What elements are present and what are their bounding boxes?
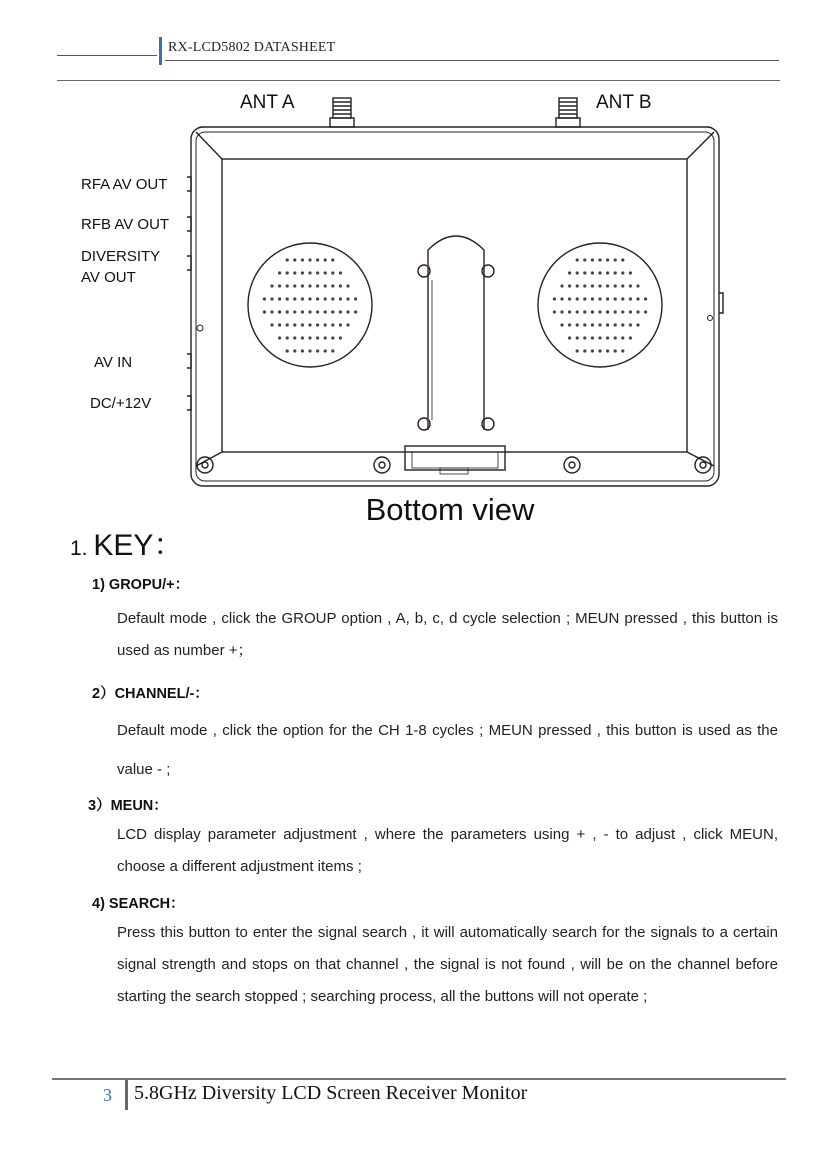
- speaker-hole: [293, 284, 296, 287]
- speaker-hole: [286, 258, 289, 261]
- speaker-hole: [293, 271, 296, 274]
- speaker-hole: [568, 323, 571, 326]
- speaker-hole: [316, 336, 319, 339]
- diagram-caption: Bottom view: [365, 492, 535, 527]
- key-item-text: Press this button to enter the signal search , it will automatically search for the signals to a certain signal strength and stops on that channel , the signal is not found , will be on the channel before starting the search stopped ; searching process, all the buttons will not operate ;: [117, 924, 778, 1005]
- housing-outer: [191, 127, 719, 486]
- label-rfb-av-out: RFB AV OUT: [81, 216, 170, 233]
- speaker-hole: [293, 310, 296, 313]
- speaker-hole: [308, 284, 311, 287]
- speaker-hole: [286, 349, 289, 352]
- speaker-hole: [331, 310, 334, 313]
- speaker-hole: [560, 297, 563, 300]
- speaker-hole: [629, 310, 632, 313]
- speaker-hole: [354, 310, 357, 313]
- speaker-hole: [331, 284, 334, 287]
- speaker-left: [248, 243, 372, 367]
- label-diversity-av-out: AV OUT: [81, 269, 136, 286]
- speaker-hole: [316, 310, 319, 313]
- speaker-hole: [636, 284, 639, 287]
- speaker-hole: [591, 258, 594, 261]
- speaker-hole: [301, 258, 304, 261]
- speaker-hole: [614, 310, 617, 313]
- speaker-hole: [301, 310, 304, 313]
- key-item-heading: 1) GROPU/+：: [92, 577, 190, 593]
- speaker-hole: [324, 336, 327, 339]
- speaker-hole: [278, 310, 281, 313]
- speaker-hole: [614, 323, 617, 326]
- port-diversity: [187, 256, 191, 270]
- speaker-hole: [621, 349, 624, 352]
- speaker-hole: [591, 336, 594, 339]
- speaker-hole: [324, 297, 327, 300]
- label-av-in: AV IN: [94, 354, 133, 371]
- speaker-hole: [293, 349, 296, 352]
- speaker-hole: [629, 336, 632, 339]
- speaker-hole: [583, 336, 586, 339]
- speaker-hole: [568, 271, 571, 274]
- speaker-hole: [339, 336, 342, 339]
- speaker-hole: [339, 297, 342, 300]
- speaker-hole: [301, 284, 304, 287]
- speaker-hole: [293, 258, 296, 261]
- speaker-hole: [331, 349, 334, 352]
- speaker-hole: [598, 310, 601, 313]
- speaker-hole: [629, 284, 632, 287]
- speaker-hole: [286, 284, 289, 287]
- label-diversity: DIVERSITY: [81, 248, 161, 265]
- speaker-hole: [598, 349, 601, 352]
- label-ant-b: ANT B: [596, 92, 652, 113]
- speaker-hole: [346, 284, 349, 287]
- speaker-hole: [621, 258, 624, 261]
- key-item-text: LCD display parameter adjustment , where the parameters using + , - to adjust , click MEUN, choose a different adjustment items ;: [117, 826, 778, 875]
- speaker-hole: [614, 349, 617, 352]
- speaker-hole: [591, 297, 594, 300]
- speaker-hole: [591, 271, 594, 274]
- speaker-hole: [278, 271, 281, 274]
- header-doc-title: RX-LCD5802 DATASHEET: [168, 40, 336, 55]
- speaker-hole: [293, 323, 296, 326]
- speaker-hole: [270, 323, 273, 326]
- speaker-hole: [629, 323, 632, 326]
- speaker-hole: [644, 297, 647, 300]
- speaker-hole: [636, 323, 639, 326]
- speaker-hole: [606, 349, 609, 352]
- speaker-hole: [316, 297, 319, 300]
- speaker-hole: [560, 284, 563, 287]
- speaker-hole: [621, 297, 624, 300]
- speaker-hole: [621, 271, 624, 274]
- speaker-hole: [346, 297, 349, 300]
- speaker-hole: [636, 297, 639, 300]
- antenna-b-connector: [556, 98, 580, 127]
- speaker-hole: [606, 323, 609, 326]
- speaker-hole: [339, 310, 342, 313]
- footer-title: 5.8GHz Diversity LCD Screen Receiver Monitor: [134, 1082, 528, 1104]
- speaker-hole: [591, 323, 594, 326]
- key-item-heading: 3）MEUN：: [88, 798, 168, 814]
- speaker-hole: [263, 297, 266, 300]
- speaker-hole: [278, 297, 281, 300]
- speaker-hole: [598, 323, 601, 326]
- speaker-hole: [331, 323, 334, 326]
- speaker-hole: [316, 323, 319, 326]
- footer-rule: [52, 1078, 786, 1080]
- speaker-hole: [591, 284, 594, 287]
- speaker-hole: [568, 310, 571, 313]
- speaker-hole: [576, 271, 579, 274]
- speaker-hole: [270, 297, 273, 300]
- speaker-hole: [339, 284, 342, 287]
- speaker-hole: [301, 349, 304, 352]
- key-item-text: Default mode , click the GROUP option , A, b, c, d cycle selection ; MEUN pressed , this button is used as number +；: [117, 610, 778, 659]
- speaker-hole: [576, 284, 579, 287]
- speaker-hole: [339, 271, 342, 274]
- speaker-hole: [301, 336, 304, 339]
- speaker-hole: [286, 310, 289, 313]
- housing-inner-frame: [222, 159, 687, 452]
- speaker-hole: [644, 310, 647, 313]
- section-title-suffix: ：: [153, 529, 184, 562]
- speaker-hole: [583, 258, 586, 261]
- speaker-hole: [308, 297, 311, 300]
- footer-divider: [125, 1080, 128, 1110]
- speaker-hole: [339, 323, 342, 326]
- speaker-hole: [293, 336, 296, 339]
- speaker-hole: [324, 271, 327, 274]
- speaker-hole: [286, 323, 289, 326]
- speaker-hole: [324, 258, 327, 261]
- speaker-hole: [629, 297, 632, 300]
- speaker-hole: [583, 297, 586, 300]
- speaker-hole: [598, 297, 601, 300]
- key-item-heading: 2）CHANNEL/-：: [92, 686, 209, 702]
- speaker-hole: [301, 297, 304, 300]
- speaker-hole: [606, 310, 609, 313]
- label-ant-a: ANT A: [240, 92, 295, 113]
- speaker-hole: [308, 336, 311, 339]
- port-rfa: [187, 177, 191, 191]
- speaker-hole: [576, 323, 579, 326]
- speaker-hole: [606, 297, 609, 300]
- speaker-hole: [331, 297, 334, 300]
- speaker-hole: [316, 284, 319, 287]
- speaker-hole: [606, 284, 609, 287]
- speaker-hole: [636, 310, 639, 313]
- speaker-hole: [614, 258, 617, 261]
- speaker-hole: [354, 297, 357, 300]
- key-item-heading: 4) SEARCH：: [92, 896, 185, 912]
- speaker-hole: [560, 323, 563, 326]
- speaker-hole: [301, 323, 304, 326]
- speaker-hole: [606, 258, 609, 261]
- speaker-hole: [598, 258, 601, 261]
- speaker-hole: [591, 349, 594, 352]
- label-dc-12v: DC/+12V: [90, 395, 152, 412]
- stand-top: [428, 236, 484, 270]
- label-rfa-av-out: RFA AV OUT: [81, 176, 168, 193]
- footer-page-number: 3: [103, 1085, 112, 1105]
- speaker-hole: [621, 323, 624, 326]
- speaker-hole: [606, 271, 609, 274]
- speaker-hole: [583, 271, 586, 274]
- speaker-hole: [598, 271, 601, 274]
- port-av-in: [187, 354, 191, 368]
- speaker-hole: [331, 258, 334, 261]
- speaker-hole: [331, 271, 334, 274]
- section-heading-key: [70, 520, 183, 564]
- speaker-hole: [568, 336, 571, 339]
- speaker-hole: [621, 310, 624, 313]
- speaker-hole: [553, 297, 556, 300]
- speaker-hole: [583, 323, 586, 326]
- port-rfb: [187, 217, 191, 231]
- speaker-hole: [591, 310, 594, 313]
- speaker-hole: [614, 297, 617, 300]
- stand-base: [405, 446, 505, 470]
- speaker-hole: [324, 310, 327, 313]
- speaker-hole: [598, 336, 601, 339]
- speaker-hole: [316, 271, 319, 274]
- section-title: KEY: [93, 529, 154, 562]
- speaker-hole: [629, 271, 632, 274]
- speaker-hole: [278, 336, 281, 339]
- speaker-hole: [324, 284, 327, 287]
- port-dc: [187, 396, 191, 410]
- speaker-hole: [553, 310, 556, 313]
- speaker-hole: [346, 323, 349, 326]
- speaker-right: [538, 243, 662, 367]
- speaker-hole: [324, 323, 327, 326]
- speaker-hole: [583, 349, 586, 352]
- speaker-hole: [278, 284, 281, 287]
- speaker-hole: [606, 336, 609, 339]
- speaker-hole: [614, 336, 617, 339]
- antenna-a-connector: [330, 98, 354, 127]
- speaker-hole: [278, 323, 281, 326]
- speaker-hole: [576, 297, 579, 300]
- speaker-hole: [598, 284, 601, 287]
- speaker-hole: [270, 284, 273, 287]
- speaker-hole: [286, 297, 289, 300]
- speaker-hole: [331, 336, 334, 339]
- speaker-hole: [316, 349, 319, 352]
- speaker-hole: [560, 310, 563, 313]
- speaker-hole: [621, 336, 624, 339]
- speaker-hole: [270, 310, 273, 313]
- speaker-hole: [568, 297, 571, 300]
- speaker-hole: [576, 336, 579, 339]
- speaker-hole: [308, 271, 311, 274]
- speaker-hole: [308, 323, 311, 326]
- speaker-hole: [263, 310, 266, 313]
- key-item-text: Default mode , click the option for the CH 1-8 cycles ; MEUN pressed , this button is used as the value - ;: [117, 722, 778, 778]
- speaker-hole: [576, 310, 579, 313]
- speaker-hole: [324, 349, 327, 352]
- speaker-hole: [614, 284, 617, 287]
- speaker-hole: [568, 284, 571, 287]
- section-number: 1.: [70, 537, 88, 560]
- speaker-hole: [576, 349, 579, 352]
- speaker-hole: [286, 271, 289, 274]
- speaker-hole: [293, 297, 296, 300]
- speaker-hole: [583, 284, 586, 287]
- speaker-hole: [308, 349, 311, 352]
- speaker-hole: [621, 284, 624, 287]
- speaker-hole: [308, 310, 311, 313]
- speaker-hole: [301, 271, 304, 274]
- speaker-hole: [308, 258, 311, 261]
- speaker-hole: [316, 258, 319, 261]
- speaker-hole: [286, 336, 289, 339]
- speaker-hole: [614, 271, 617, 274]
- speaker-hole: [583, 310, 586, 313]
- speaker-hole: [346, 310, 349, 313]
- speaker-hole: [576, 258, 579, 261]
